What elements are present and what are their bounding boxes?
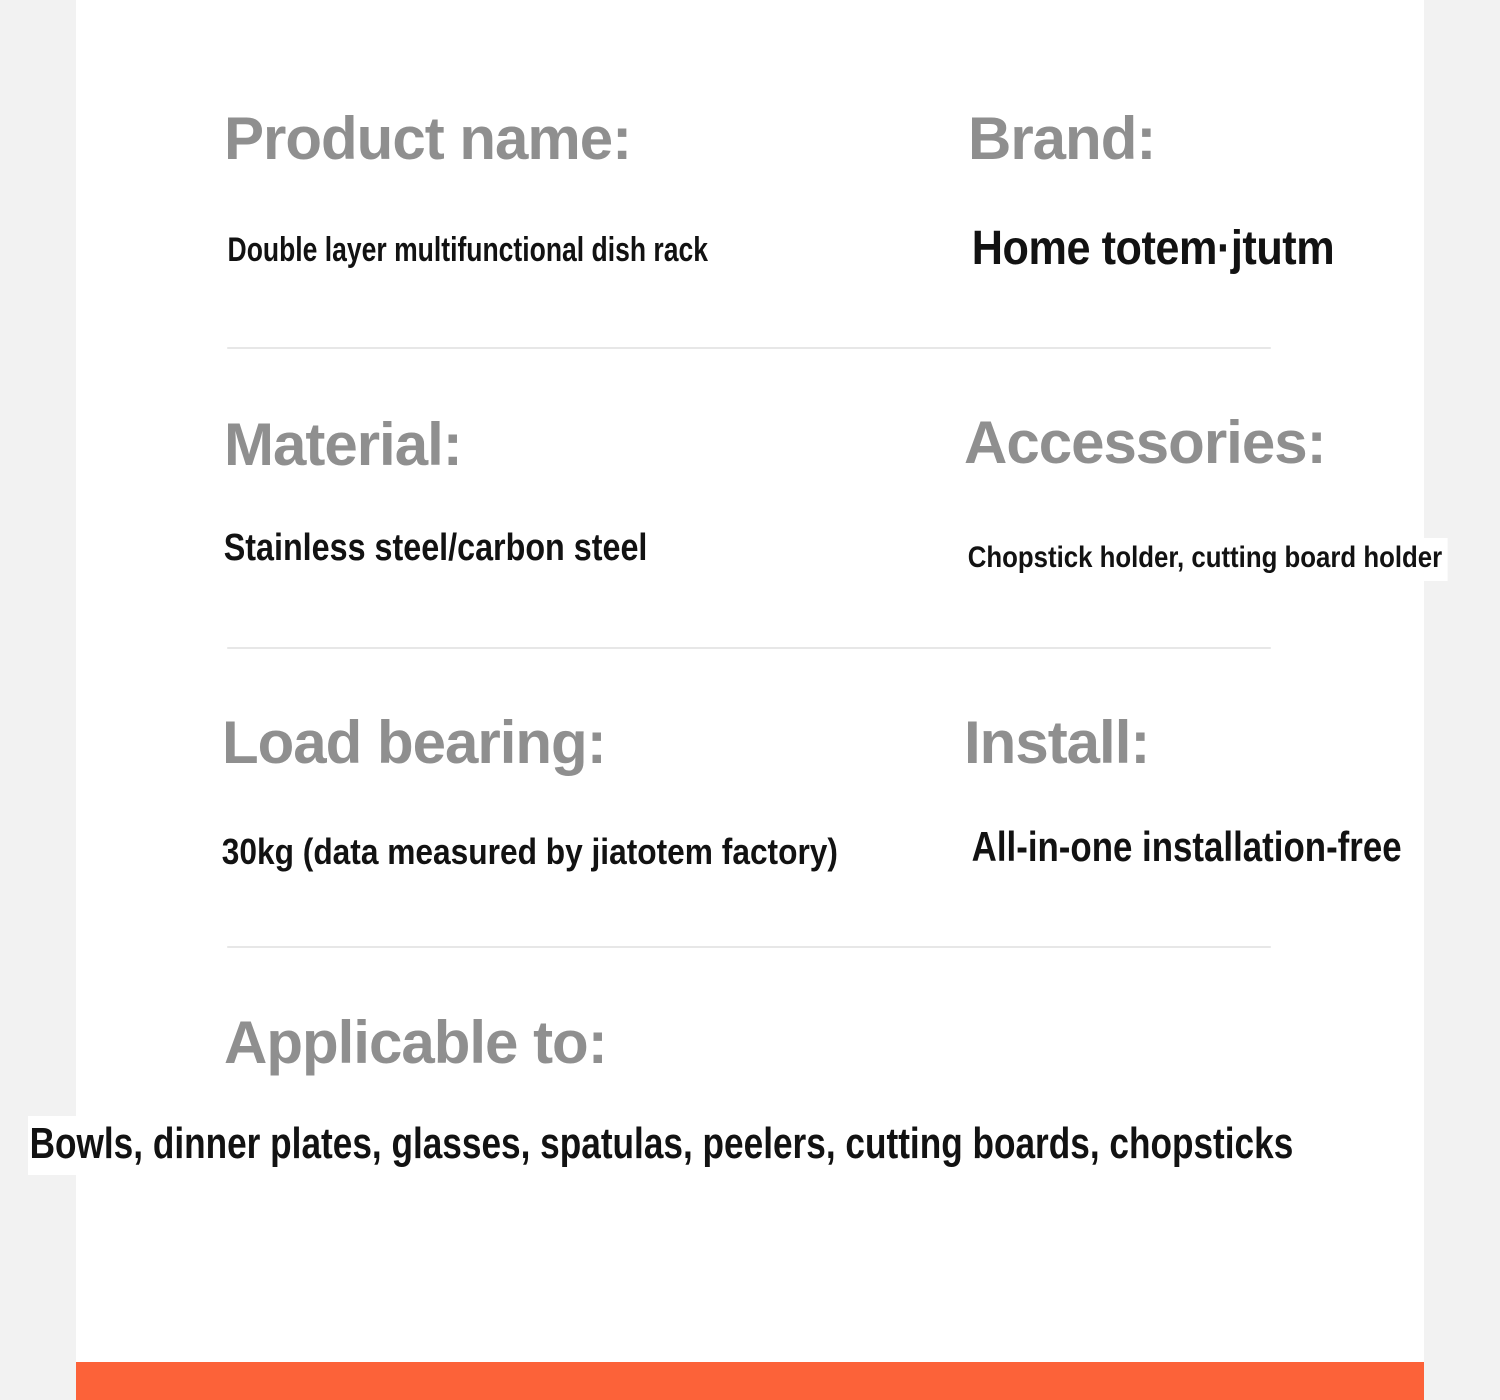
material-label: Material: — [224, 411, 462, 478]
applicable-to-label: Applicable to: — [224, 1009, 607, 1076]
material-value: Stainless steel/carbon steel — [222, 524, 652, 576]
spec-card — [76, 0, 1424, 1400]
brand-label: Brand: — [968, 105, 1156, 172]
divider-3 — [227, 946, 1271, 948]
load-bearing-value: 30kg (data measured by jiatotem factory) — [220, 828, 843, 877]
brand-value: Home totem·jtutm — [970, 218, 1340, 281]
accessories-label: Accessories: — [964, 409, 1326, 476]
divider-2 — [227, 647, 1271, 649]
product-name-label: Product name: — [224, 105, 632, 172]
install-value: All-in-one installation-free — [970, 820, 1407, 876]
applicable-to-value: Bowls, dinner plates, glasses, spatulas, peelers, cutting boards, chopsticks — [28, 1116, 1298, 1175]
load-bearing-label: Load bearing: — [222, 709, 606, 776]
install-label: Install: — [964, 709, 1150, 776]
bottom-accent-bar — [76, 1362, 1424, 1400]
product-name-value: Double layer multifunctional dish rack — [226, 228, 713, 275]
divider-1 — [227, 347, 1271, 349]
accessories-value: Chopstick holder, cutting board holder — [966, 538, 1447, 581]
